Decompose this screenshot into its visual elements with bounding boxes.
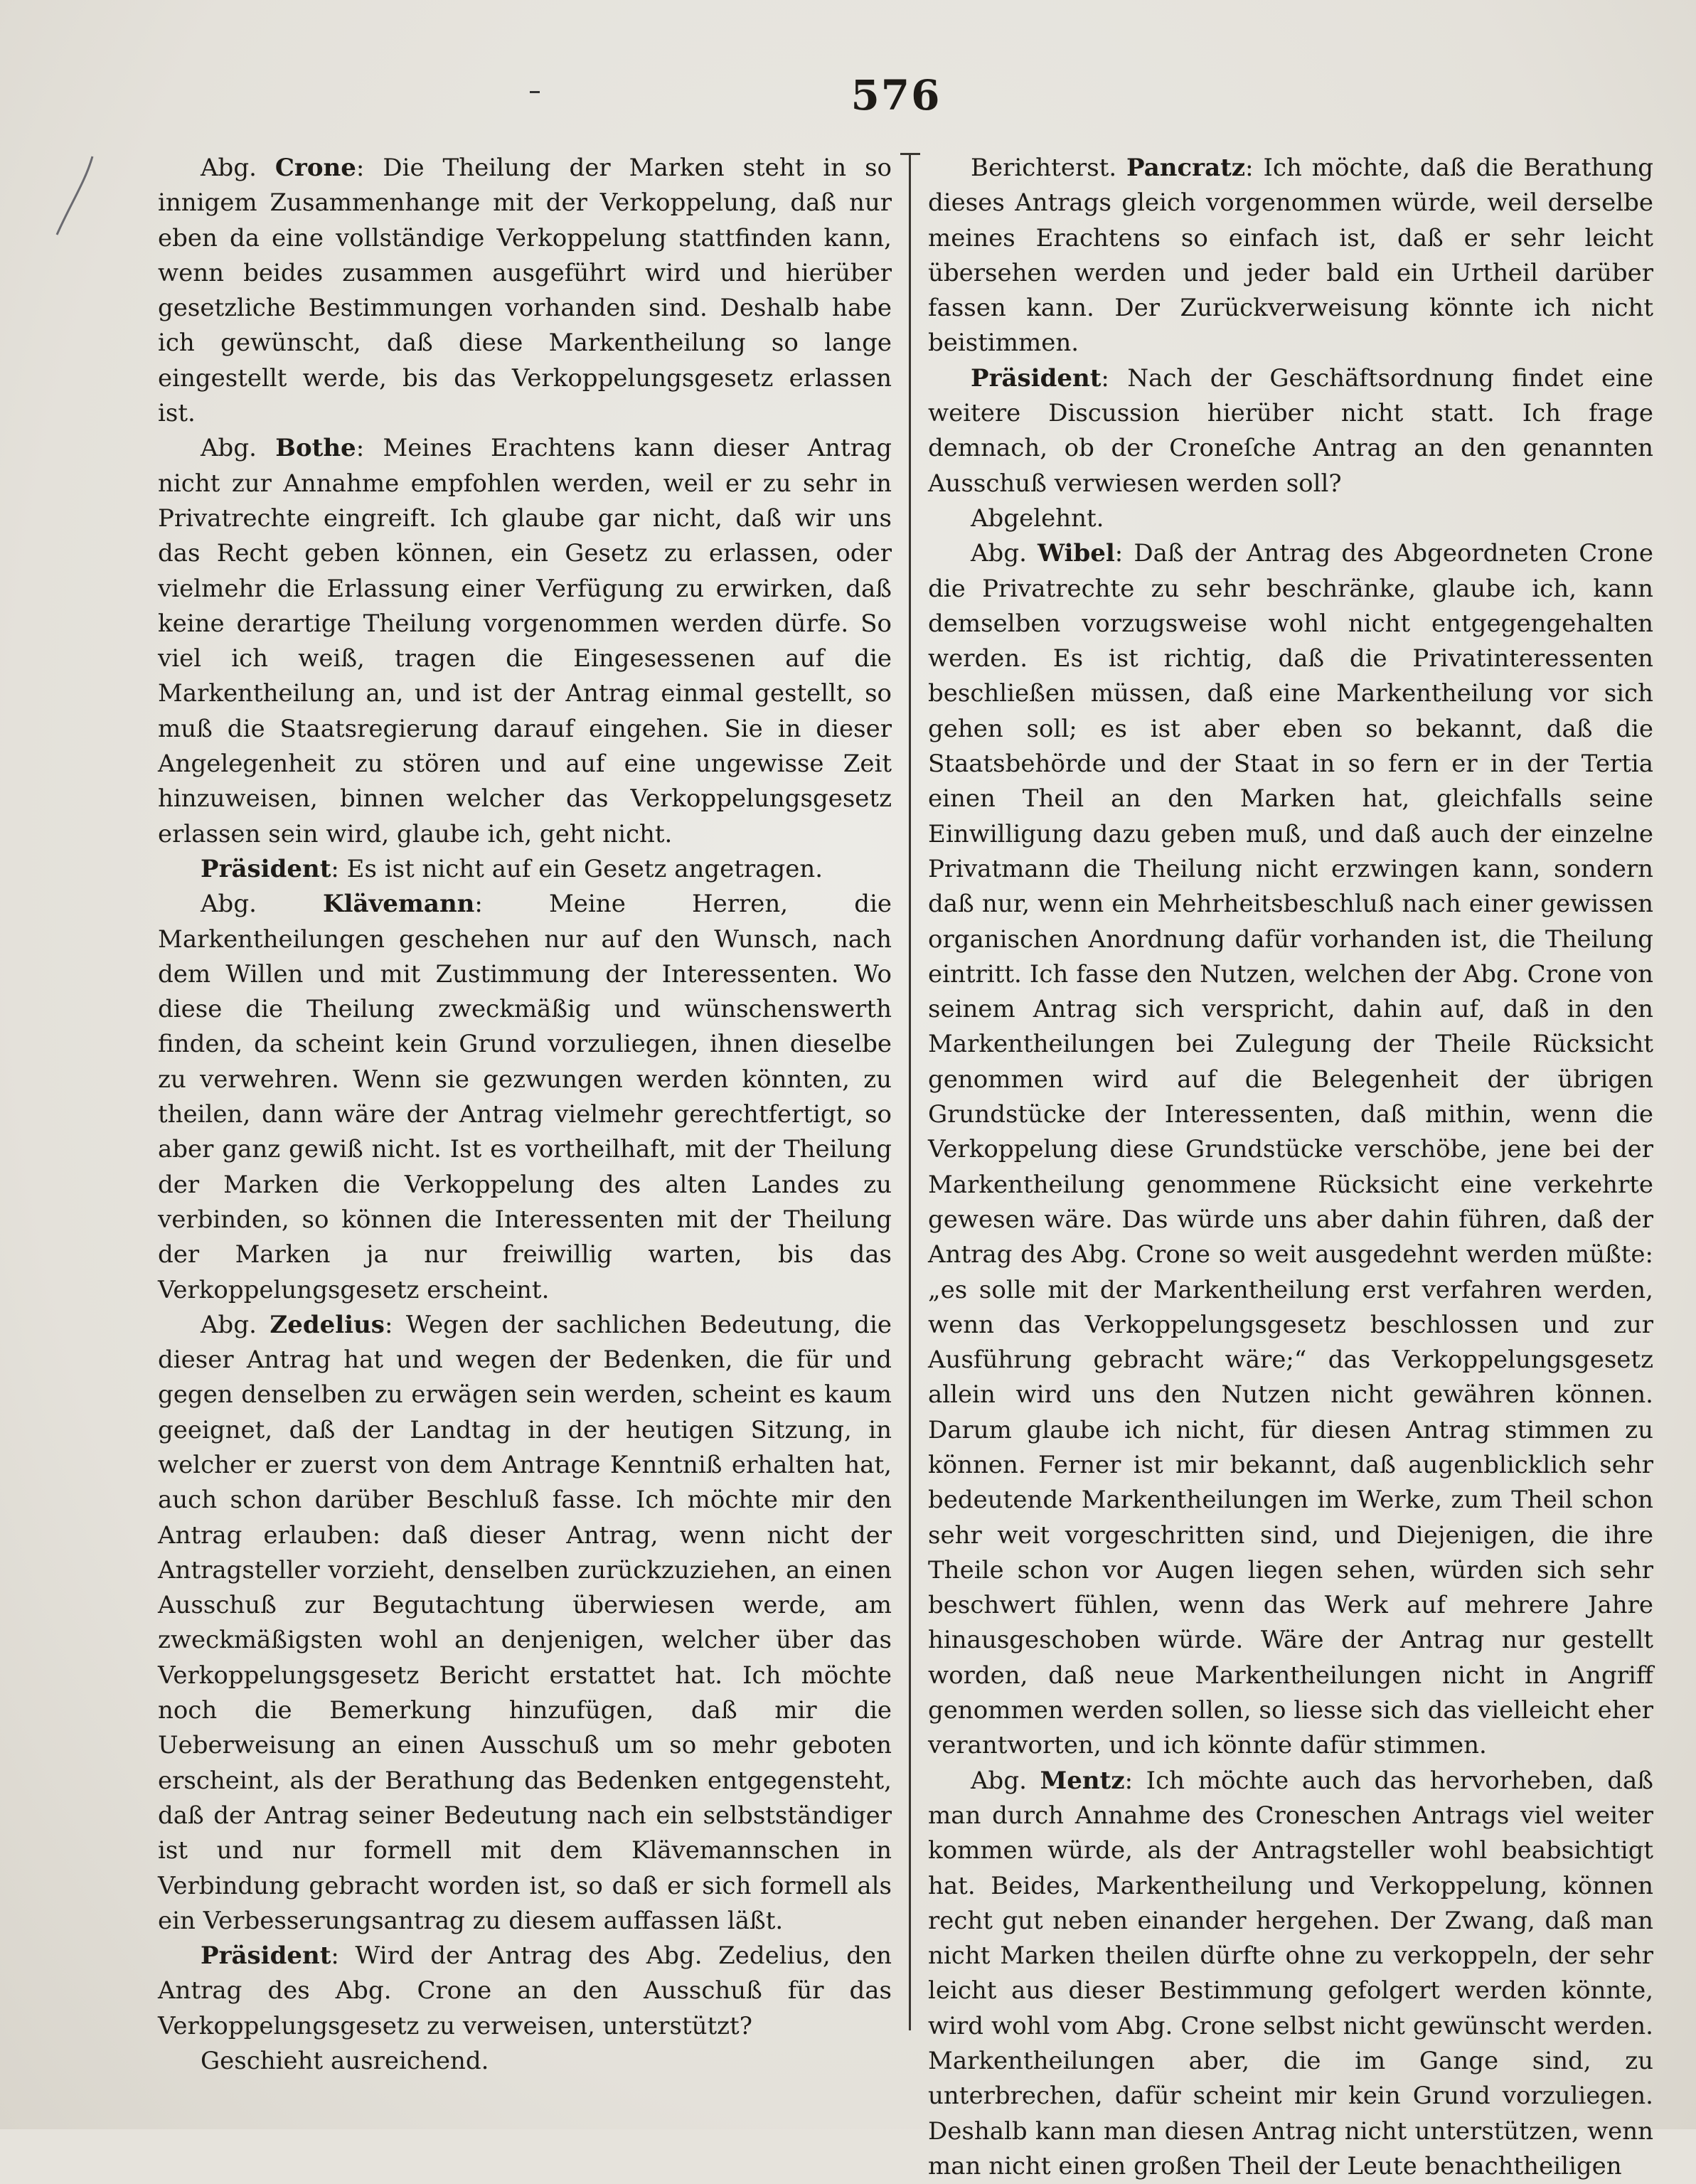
speaker-title: Abg. bbox=[201, 1310, 270, 1339]
speaker-title: Abg. bbox=[971, 539, 1038, 568]
paragraph-text: : Nach der Geschäftsordnung findet eine weitere Discussion hierüber nicht statt. Ich frage demnach, ob der Croneſche Antrag an den genannten Ausschuß verwiesen werden soll? bbox=[928, 363, 1653, 498]
speaker-name: Crone bbox=[274, 154, 356, 182]
paragraph bbox=[928, 1764, 1653, 2184]
page-number: 576 bbox=[850, 71, 942, 119]
speaker-title: Abg. bbox=[201, 154, 275, 182]
paragraph bbox=[158, 2044, 892, 2079]
paragraph bbox=[158, 1308, 892, 1939]
paragraph-text: Geschieht ausreichend. bbox=[201, 2047, 489, 2076]
speaker-title: Abg. bbox=[201, 890, 324, 919]
speaker-name: Präsident bbox=[971, 363, 1102, 393]
paragraph-text: : Die Theilung der Marken steht in so innigem Zusammenhange mit der Verkoppelung, daß nur eben da eine vollständige Verkoppelung stattfinden kann, wenn beides zusammen ausgeführt wird und hierüber gesetzliche Bestimmungen vorhanden sind. Deshalb habe ich gewünscht, daß diese Markentheilung so lange eingestellt werde, bis das Verkoppelungsgesetz erlassen ist. bbox=[158, 154, 892, 428]
paragraph bbox=[928, 536, 1653, 1763]
right-column bbox=[928, 151, 1653, 2184]
speaker-name: Zedelius bbox=[270, 1310, 385, 1339]
speaker-name: Präsident bbox=[201, 854, 331, 883]
speaker-name: Mentz bbox=[1040, 1766, 1125, 1795]
paragraph-text: : Ich möchte auch das hervorheben, daß man durch Annahme des Croneschen Antrags viel weiter kommen würde, als der Antragsteller wohl beabsichtigt hat. Beides, Markentheilung und Verkoppelung, können recht gut neben einander hergehen. Der Zwang, daß man nicht Marken theilen dürfte ohne zu verkoppeln, der sehr leicht aus dieser Bestimmung gefolgert werden könnte, wird wohl vom Abg. Crone selbst nicht gewünscht werden. Markentheilungen aber, die im Gange sind, zu unterbrechen, dafür scheint mir kein Grund vorzuliegen. Deshalb kann man diesen Antrag nicht unterstützen, wenn man nicht einen großen Theil der Leute benachtheiligen bbox=[928, 1766, 1653, 2180]
paragraph bbox=[158, 887, 892, 1308]
paragraph-text: : Daß der Antrag des Abgeordneten Crone die Privatrechte zu sehr beschränke, glaube ich, kann demselben vorzugsweise wohl nicht entgegengehalten werden. Es ist richtig, daß die Privatinteressenten beschließen müssen, daß eine Markentheilung vor sich gehen soll; es ist aber eben so bekannt, daß die Staatsbehörde und der Staat in so fern er in der Tertia einen Theil an den Marken hat, gleichfalls seine Einwilligung dazu geben muß, und daß auch der einzelne Privatmann die Theilung nicht erzwingen kann, sondern daß nur, wenn ein Mehrheitsbeschluß nach einer gewissen organischen Anordnung dafür vorhanden ist, die Theilung eintritt. Ich fasse den Nutzen, welchen der Abg. Crone von seinem Antrag sich verspricht, dahin auf, daß in den Markentheilungen bei Zulegung der Theile Rücksicht genommen wird auf die Belegenheit der übrigen Grundstücke der Interessenten, daß mithin, wenn die Verkoppelung diese Grundstücke verschöbe, jene bei der Markentheilung genommene Rücksicht eine verkehrte gewesen wäre. Das würde uns aber dahin führen, daß der Antrag des Abg. Crone so weit ausgedehnt werden müßte: „es solle mit der Markentheilung erst verfahren werden, wenn das Verkoppelungsgesetz beschlossen und zur Ausführung gebracht wäre;“ das Verkoppelungsgesetz allein wird uns den Nutzen nicht gewähren können. Darum glaube ich nicht, für diesen Antrag stimmen zu können. Ferner ist mir bekannt, daß augenblicklich sehr bedeutende Markentheilungen im Werke, zum Theil schon sehr weit vorgeschritten sind, und Diejenigen, die ihre Theile schon vor Augen liegen sehen, würden sich sehr beschwert fühlen, wenn das Werk auf mehrere Jahre hinausgeschoben würde. Wäre der Antrag nur gestellt worden, daß neue Markentheilungen nicht in Angriff genommen werden sollen, so liesse sich das vielleicht eher verantworten, und ich könnte dafür stimmen. bbox=[928, 539, 1653, 1760]
paragraph-text: : Ich möchte, daß die Berathung dieses Antrags gleich vorgenommen würde, weil derselbe meines Erachtens so einfach ist, daß er sehr leicht übersehen werden und jeder bald ein Urtheil darüber fassen kann. Der Zurückverweisung könnte ich nicht beistimmen. bbox=[928, 154, 1653, 358]
speaker-name: Pancratz bbox=[1126, 154, 1246, 182]
paragraph bbox=[928, 361, 1653, 501]
speaker-name: Klävemann bbox=[323, 890, 475, 919]
pen-mark-icon bbox=[43, 153, 107, 238]
paragraph bbox=[158, 431, 892, 852]
header-dash bbox=[530, 91, 540, 93]
speaker-title: Abg. bbox=[201, 434, 276, 463]
paragraph bbox=[158, 151, 892, 431]
speaker-name: Präsident bbox=[201, 1941, 331, 1971]
column-divider bbox=[909, 153, 911, 2030]
paragraph bbox=[158, 852, 892, 887]
paragraph-text: : Wird der Antrag des Abg. Zedelius, den Antrag des Abg. Crone an den Ausschuß für das Verkoppelungsgesetz zu verweisen, unterstützt? bbox=[158, 1941, 892, 2040]
speaker-title: Abg. bbox=[971, 1766, 1040, 1795]
paragraph-text: : Meines Erachtens kann dieser Antrag nicht zur Annahme empfohlen werden, weil er zu sehr in Privatrechte eingreift. Ich glaube gar nicht, daß wir uns das Recht geben können, ein Gesetz zu erlassen, oder vielmehr die Erlassung einer Verfügung zu erwirken, daß keine derartige Theilung vorgenommen werden dürfe. So viel ich weiß, tragen die Eingesessenen auf die Markentheilung an, und ist der Antrag einmal gestellt, so muß die Staatsregierung darauf eingehen. Sie in dieser Angelegenheit zu stören und auf eine ungewisse Zeit hinzuweisen, binnen welcher das Verkoppelungsgesetz erlassen sein wird, glaube ich, geht nicht. bbox=[158, 434, 892, 848]
paragraph bbox=[928, 151, 1653, 361]
speaker-name: Bothe bbox=[275, 434, 356, 463]
paragraph-text: : Wegen der sachlichen Bedeutung, die dieser Antrag hat und wegen der Bedenken, die für und gegen denselben zu erwägen sein werden, scheint es kaum geeignet, daß der Landtag in der heutigen Sitzung, in welcher er zuerst von dem Antrage Kenntniß erhalten hat, auch schon darüber Beschluß fasse. Ich möchte mir den Antrag erlauben: daß dieser Antrag, wenn nicht der Antragsteller vorzieht, denselben zurückzuziehen, an einen Ausschuß zur Begutachtung überwiesen werde, am zweckmäßigsten wohl an denjenigen, welcher über das Verkoppelungsgesetz Bericht erstattet hat. Ich möchte noch die Bemerkung hinzufügen, daß mir die Ueberweisung an einen Ausschuß um so mehr geboten erscheint, als der Berathung das Bedenken entgegensteht, daß der Antrag seiner Bedeutung nach ein selbstständiger ist und nur formell mit dem Klävemannschen in Verbindung gebracht worden ist, so daß er sich formell als ein Verbesserungsantrag zu diesem auffassen läßt. bbox=[158, 1310, 892, 1935]
paragraph-text: : Es ist nicht auf ein Gesetz angetragen. bbox=[331, 854, 823, 883]
left-column bbox=[158, 151, 892, 2079]
paragraph bbox=[928, 501, 1653, 536]
paragraph-text: : Meine Herren, die Markentheilungen geschehen nur auf den Wunsch, nach dem Willen und mit Zustimmung der Interessenten. Wo diese die Theilung zweckmäßig und wünschenswerth finden, da scheint kein Grund vorzuliegen, ihnen dieselbe zu verwehren. Wenn sie gezwungen werden könnten, zu theilen, dann wäre der Antrag vielmehr gerechtfertigt, so aber ganz gewiß nicht. Ist es vortheilhaft, mit der Theilung der Marken die Verkoppelung des alten Landes zu verbinden, so können die Interessenten mit der Theilung der Marken ja nur freiwillig warten, bis das Verkoppelungsgesetz erscheint. bbox=[158, 890, 892, 1304]
speaker-name: Wibel bbox=[1037, 539, 1115, 568]
paragraph-text: Abgelehnt. bbox=[971, 504, 1104, 533]
paragraph bbox=[158, 1939, 892, 2044]
speaker-title: Berichterst. bbox=[971, 154, 1127, 182]
